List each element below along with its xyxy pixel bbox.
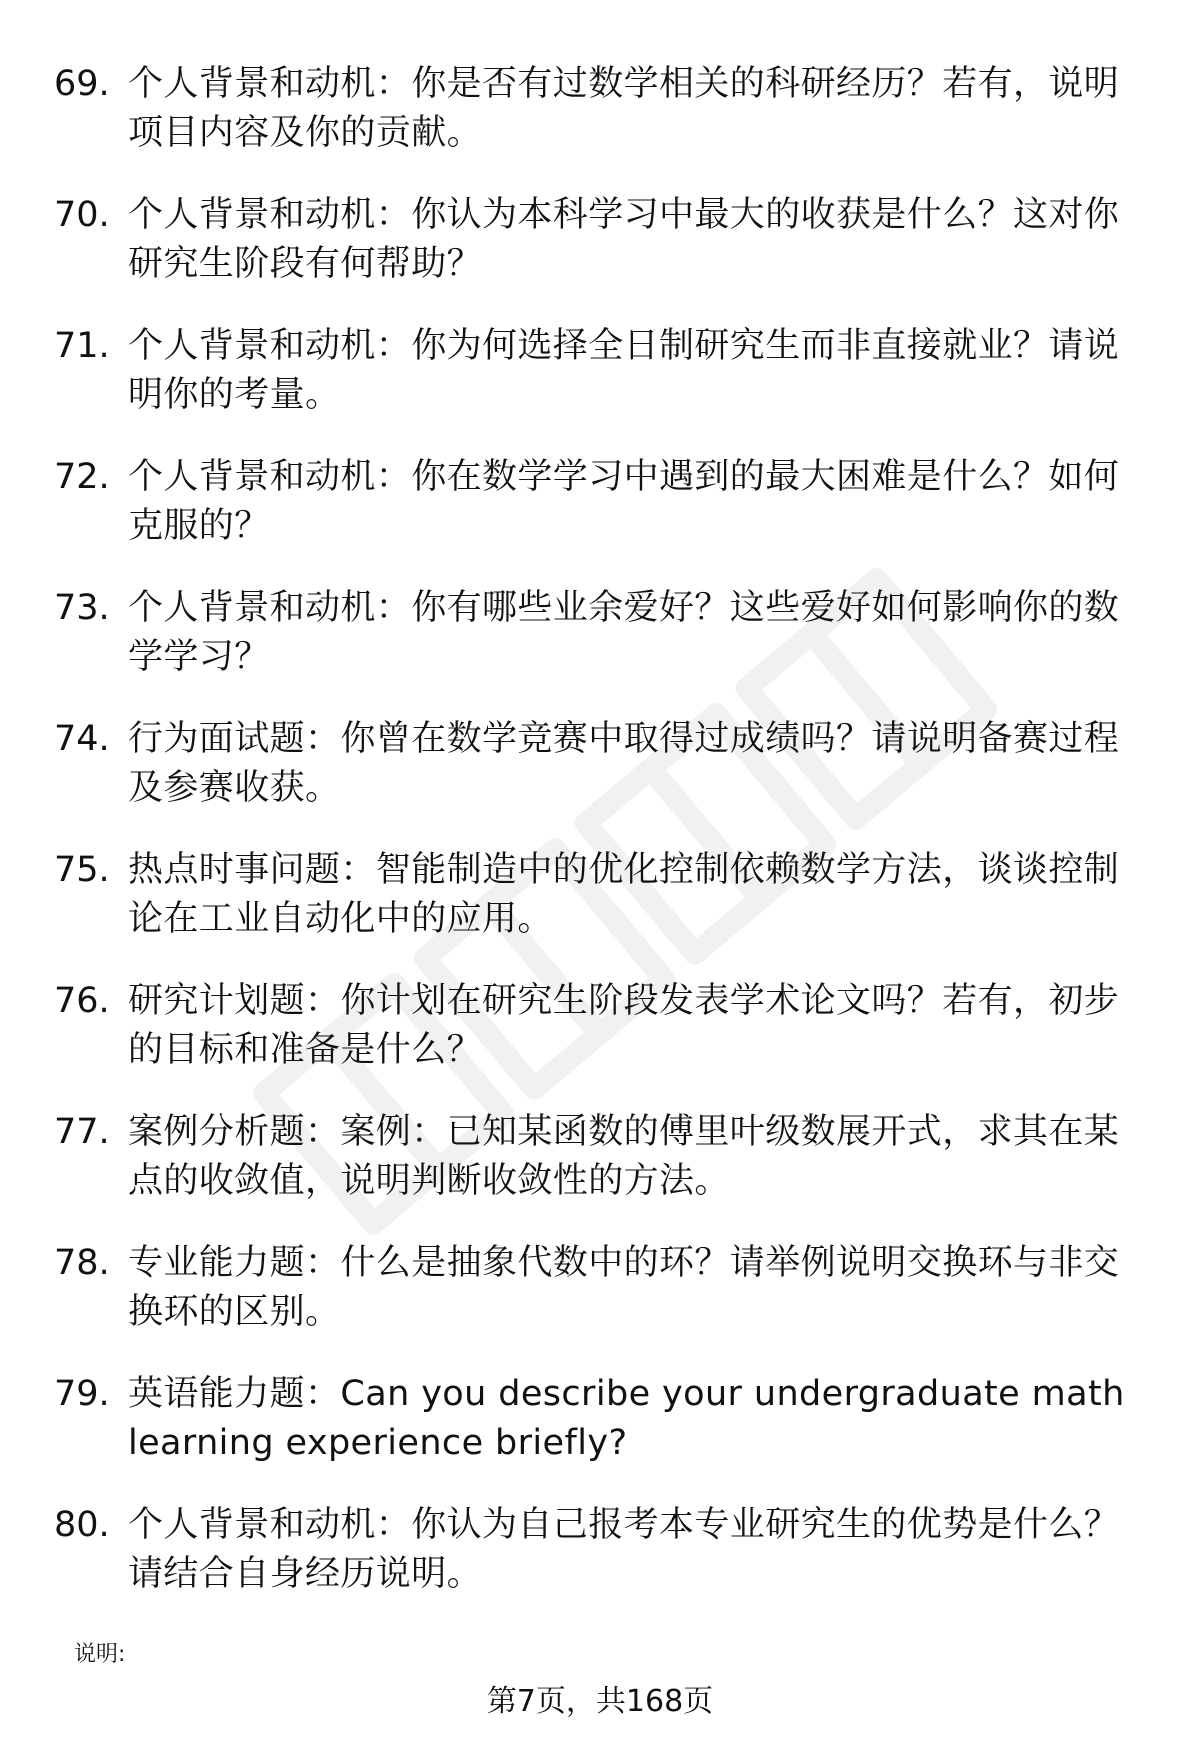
question-number: 72. [54,457,110,497]
page-footer: 第7页，共168页 [486,1684,714,1719]
question-item [54,453,1144,551]
note-label: 说明: [74,1642,126,1667]
question-item [54,191,1144,289]
question-text: 热点时事问题：智能制造中的优化控制依赖数学方法，谈谈控制论在工业自动化中的应用。 [128,850,1120,939]
question-text: 个人背景和动机：你认为自己报考本专业研究生的优势是什么？请结合自身经历说明。 [128,1505,1120,1594]
question-item [54,1370,1144,1468]
question-item [54,846,1144,944]
question-text: 个人背景和动机：你是否有过数学相关的科研经历？若有，说明项目内容及你的贡献。 [128,64,1120,153]
question-item [54,60,1144,158]
question-text: 个人背景和动机：你有哪些业余爱好？这些爱好如何影响你的数学学习？ [128,588,1120,677]
question-number: 79. [54,1374,110,1414]
question-number: 73. [54,588,110,628]
question-number: 77. [54,1112,110,1152]
question-text: 个人背景和动机：你认为本科学习中最大的收获是什么？这对你研究生阶段有何帮助？ [128,195,1120,284]
question-text: 个人背景和动机：你在数学学习中遇到的最大困难是什么？如何克服的？ [128,457,1120,546]
question-number: 76. [54,981,110,1021]
question-text: 行为面试题：你曾在数学竞赛中取得过成绩吗？请说明备赛过程及参赛收获。 [128,719,1120,808]
question-number: 69. [54,64,110,104]
question-item [54,977,1144,1075]
question-item [54,1501,1144,1599]
question-number: 74. [54,719,110,759]
question-number: 71. [54,326,110,366]
question-number: 75. [54,850,110,890]
question-item [54,715,1144,813]
question-item [54,584,1144,682]
question-list [54,60,1144,1632]
question-number: 70. [54,195,110,235]
question-item [54,322,1144,420]
question-text: 专业能力题：什么是抽象代数中的环？请举例说明交换环与非交换环的区别。 [128,1243,1120,1332]
question-text: 个人背景和动机：你为何选择全日制研究生而非直接就业？请说明你的考量。 [128,326,1120,415]
question-text: 英语能力题：Can you describe your undergraduate math learning experience briefly? [128,1374,1125,1463]
question-item [54,1239,1144,1337]
question-text: 研究计划题：你计划在研究生阶段发表学术论文吗？若有，初步的目标和准备是什么？ [128,981,1120,1070]
question-number: 80. [54,1505,110,1545]
question-number: 78. [54,1243,110,1283]
question-item [54,1108,1144,1206]
question-text: 案例分析题：案例：已知某函数的傅里叶级数展开式，求其在某点的收敛值，说明判断收敛性的方法。 [128,1112,1120,1201]
